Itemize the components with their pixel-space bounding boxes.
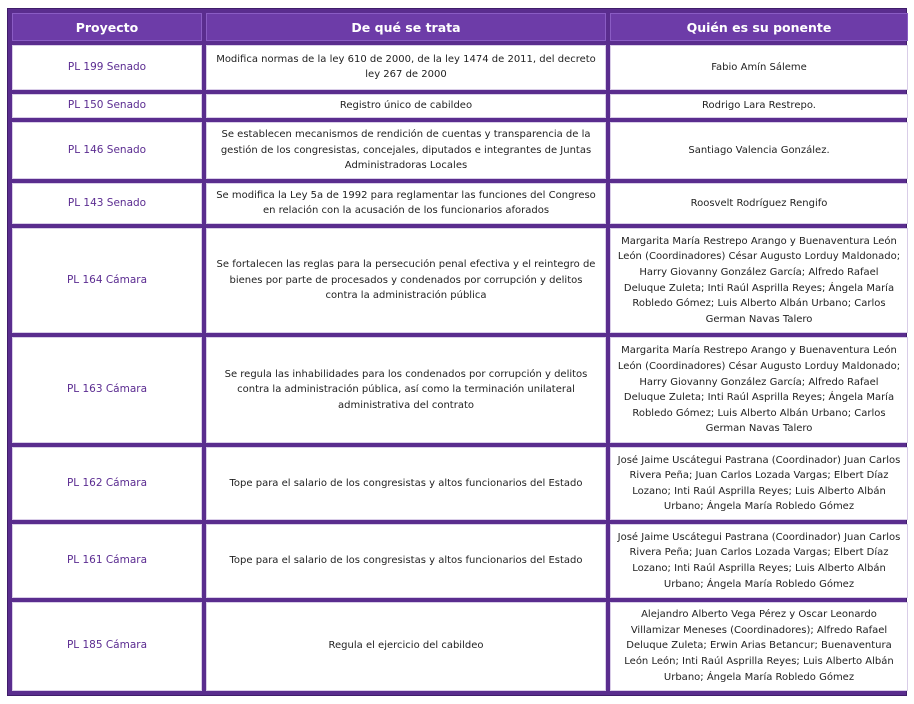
project-cell: PL 143 Senado [12,183,202,224]
table-row [12,122,908,179]
ponente-cell: Fabio Amín Sáleme [610,45,908,90]
ponente-cell: José Jaime Uscátegui Pastrana (Coordinador) Juan Carlos Rivera Peña; Juan Carlos Lozada Vargas; Elbert Díaz Lozano; Inti Raúl Asprilla Reyes; Luis Alberto Albán Urbano; Ángela María Robledo Gómez [610,524,908,597]
table-row [12,447,908,520]
project-cell: PL 150 Senado [12,94,202,118]
table-row [12,602,908,692]
table-row [12,228,908,334]
ponente-cell: Rodrigo Lara Restrepo. [610,94,908,118]
table-row [12,183,908,224]
project-cell: PL 163 Cámara [12,337,202,443]
description-cell: Tope para el salario de los congresistas y altos funcionarios del Estado [206,524,606,597]
projects-table-frame [7,8,907,696]
description-cell: Se regula las inhabilidades para los condenados por corrupción y delitos contra la administración pública, así como la terminación unilateral administrativa del contrato [206,337,606,443]
ponente-cell: José Jaime Uscátegui Pastrana (Coordinador) Juan Carlos Rivera Peña; Juan Carlos Lozada Vargas; Elbert Díaz Lozano; Inti Raúl Asprilla Reyes; Luis Alberto Albán Urbano; Ángela María Robledo Gómez [610,447,908,520]
table-row [12,45,908,90]
table-row [12,524,908,597]
project-cell: PL 164 Cámara [12,228,202,334]
project-cell: PL 161 Cámara [12,524,202,597]
project-cell: PL 185 Cámara [12,602,202,692]
table-row [12,94,908,118]
project-cell: PL 199 Senado [12,45,202,90]
description-cell: Se fortalecen las reglas para la persecución penal efectiva y el reintegro de bienes por parte de procesados y condenados por corrupción y delitos contra la administración pública [206,228,606,334]
projects-table [8,9,912,695]
ponente-cell: Alejandro Alberto Vega Pérez y Oscar Leonardo Villamizar Meneses (Coordinadores); Alfredo Rafael Deluque Zuleta; Erwin Arias Betancur; Buenaventura León León; Inti Raúl Asprilla Reyes; Luis Alberto Albán Urbano; Ángela María Robledo Gómez [610,602,908,692]
ponente-cell: Roosvelt Rodríguez Rengifo [610,183,908,224]
ponente-cell: Margarita María Restrepo Arango y Buenaventura León León (Coordinadores) César Augusto Lorduy Maldonado; Harry Giovanny González García; Alfredo Rafael Deluque Zuleta; Inti Raúl Asprilla Reyes; Ángela María Robledo Gómez; Luis Alberto Albán Urbano; Carlos German Navas Talero [610,228,908,334]
table-row [12,337,908,443]
project-cell: PL 146 Senado [12,122,202,179]
ponente-cell: Santiago Valencia González. [610,122,908,179]
table-header-row [12,13,908,41]
description-cell: Tope para el salario de los congresistas y altos funcionarios del Estado [206,447,606,520]
description-cell: Registro único de cabildeo [206,94,606,118]
description-cell: Regula el ejercicio del cabildeo [206,602,606,692]
project-cell: PL 162 Cámara [12,447,202,520]
header-quien-es-su-ponente: Quién es su ponente [610,13,908,41]
ponente-cell: Margarita María Restrepo Arango y Buenaventura León León (Coordinadores) César Augusto Lorduy Maldonado; Harry Giovanny González García; Alfredo Rafael Deluque Zuleta; Inti Raúl Asprilla Reyes; Ángela María Robledo Gómez; Luis Alberto Albán Urbano; Carlos German Navas Talero [610,337,908,443]
description-cell: Se modifica la Ley 5a de 1992 para reglamentar las funciones del Congreso en relación con la acusación de los funcionarios aforados [206,183,606,224]
header-de-que-se-trata: De qué se trata [206,13,606,41]
description-cell: Modifica normas de la ley 610 de 2000, de la ley 1474 de 2011, del decreto ley 267 de 2000 [206,45,606,90]
header-proyecto: Proyecto [12,13,202,41]
description-cell: Se establecen mecanismos de rendición de cuentas y transparencia de la gestión de los congresistas, concejales, diputados e integrantes de Juntas Administradoras Locales [206,122,606,179]
